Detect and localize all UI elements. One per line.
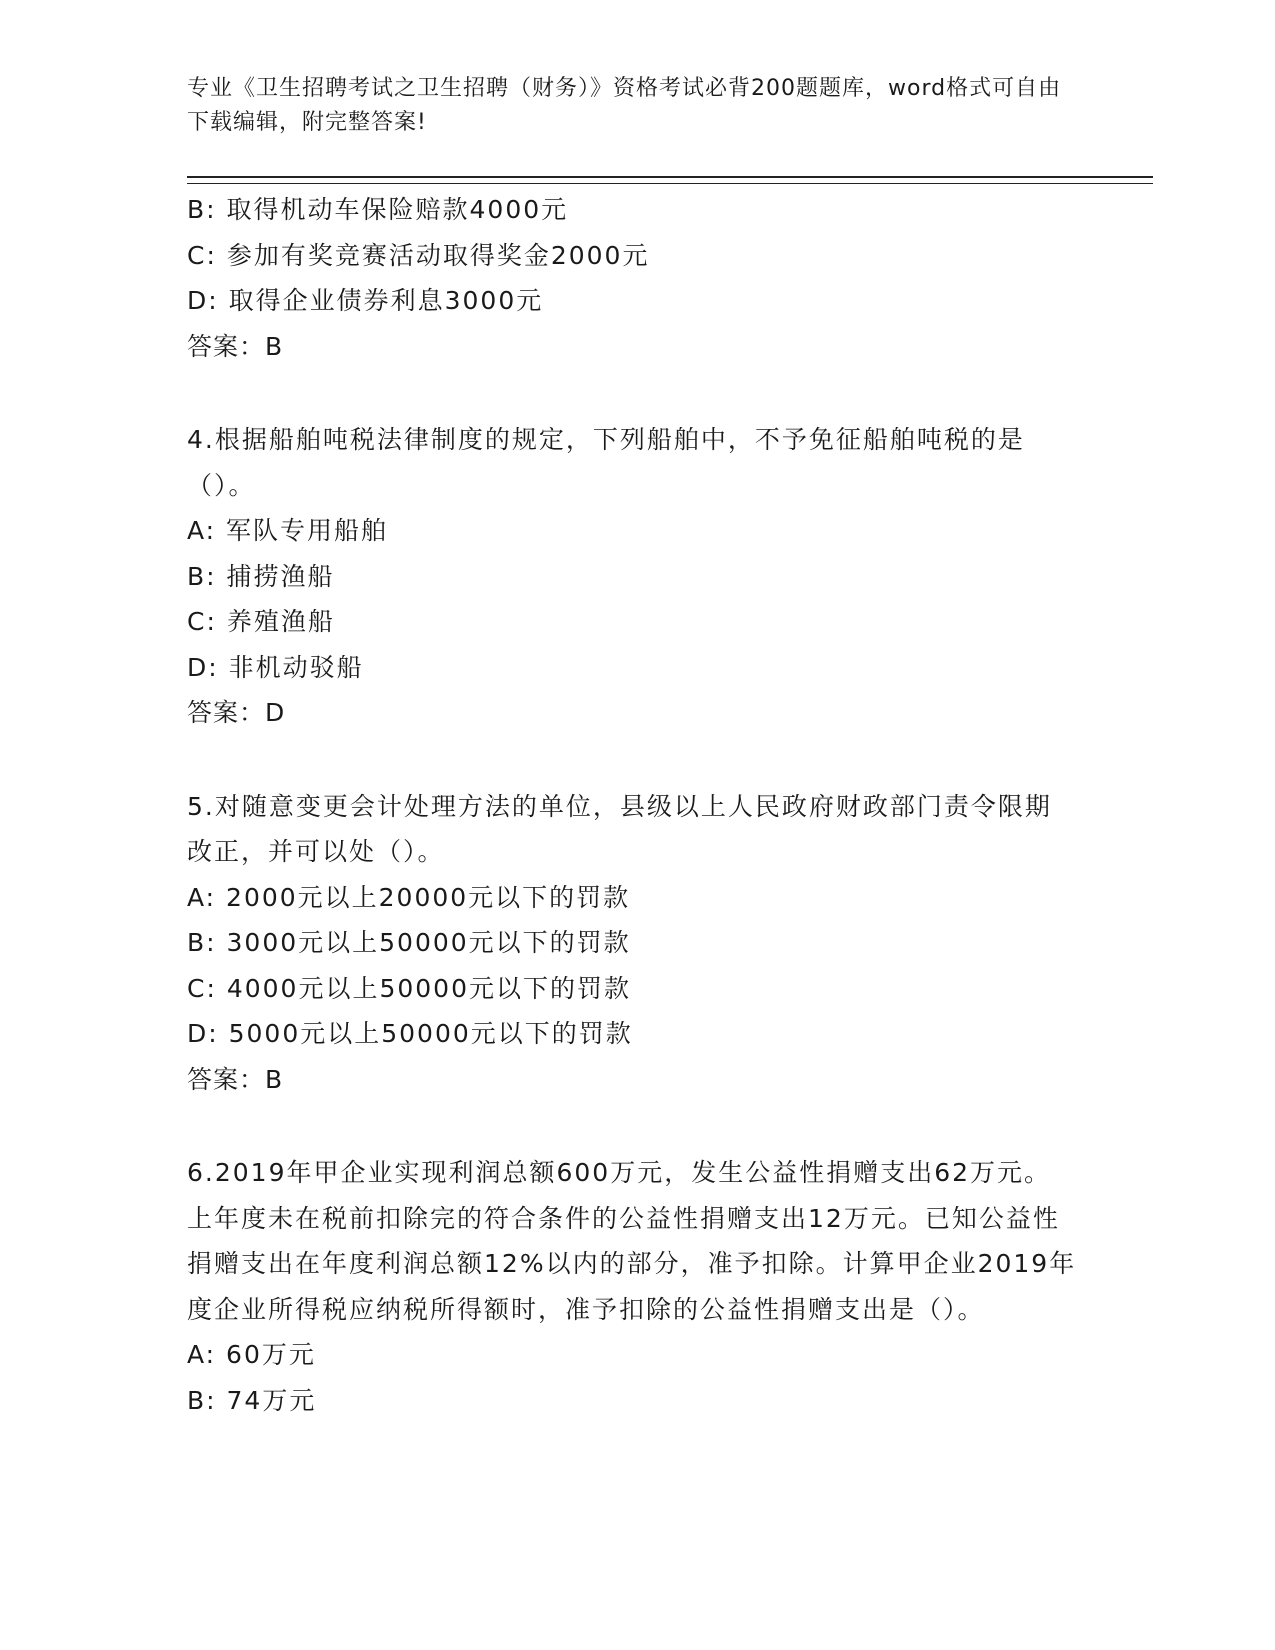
- page-header: 专业《卫生招聘考试之卫生招聘（财务）》资格考试必背200题题库，word格式可自由下载编辑，附完整答案!: [187, 76, 1062, 135]
- question-stem: 6.2019年甲企业实现利润总额600万元，发生公益性捐赠支出62万元。上年度未在税前扣除完的符合条件的公益性捐赠支出12万元。已知公益性捐赠支出在年度利润总额12%以内的部分，准予扣除。计算甲企业2019年度企业所得税应纳税所得额时，准予扣除的公益性捐赠支出是（）。: [187, 1158, 1077, 1324]
- question-4: [187, 417, 1077, 736]
- option-c: C: 参加有奖竞赛活动取得奖金2000元: [187, 240, 650, 270]
- option-d: D: 取得企业债券利息3000元: [187, 286, 544, 315]
- answer: 答案：D: [187, 698, 286, 727]
- option-a: A: 60万元: [187, 1340, 316, 1369]
- option-a: A: 2000元以上20000元以下的罚款: [187, 882, 631, 912]
- question-5: [187, 784, 1077, 1103]
- option-d: D: 5000元以上50000元以下的罚款: [187, 1019, 633, 1048]
- question-stem: 4.根据船舶吨税法律制度的规定，下列船舶中，不予免征船舶吨税的是（）。: [187, 425, 1025, 500]
- option-b: B: 74万元: [187, 1385, 317, 1415]
- question-6: [187, 1150, 1077, 1423]
- option-b: B: 3000元以上50000元以下的罚款: [187, 928, 631, 957]
- answer: 答案：B: [187, 1064, 284, 1094]
- option-c: C: 4000元以上50000元以下的罚款: [187, 973, 631, 1003]
- option-d: D: 非机动驳船: [187, 652, 364, 682]
- document-body: [187, 187, 1077, 1423]
- answer: 答案：B: [187, 331, 284, 361]
- continued-question: [187, 187, 1077, 369]
- question-stem: 5.对随意变更会计处理方法的单位，县级以上人民政府财政部门责令限期改正，并可以处（）。: [187, 791, 1052, 866]
- option-b: B: 取得机动车保险赔款4000元: [187, 195, 569, 224]
- header-divider: [187, 176, 1153, 184]
- option-a: A: 军队专用船舶: [187, 516, 389, 545]
- option-c: C: 养殖渔船: [187, 607, 335, 636]
- option-b: B: 捕捞渔船: [187, 561, 335, 591]
